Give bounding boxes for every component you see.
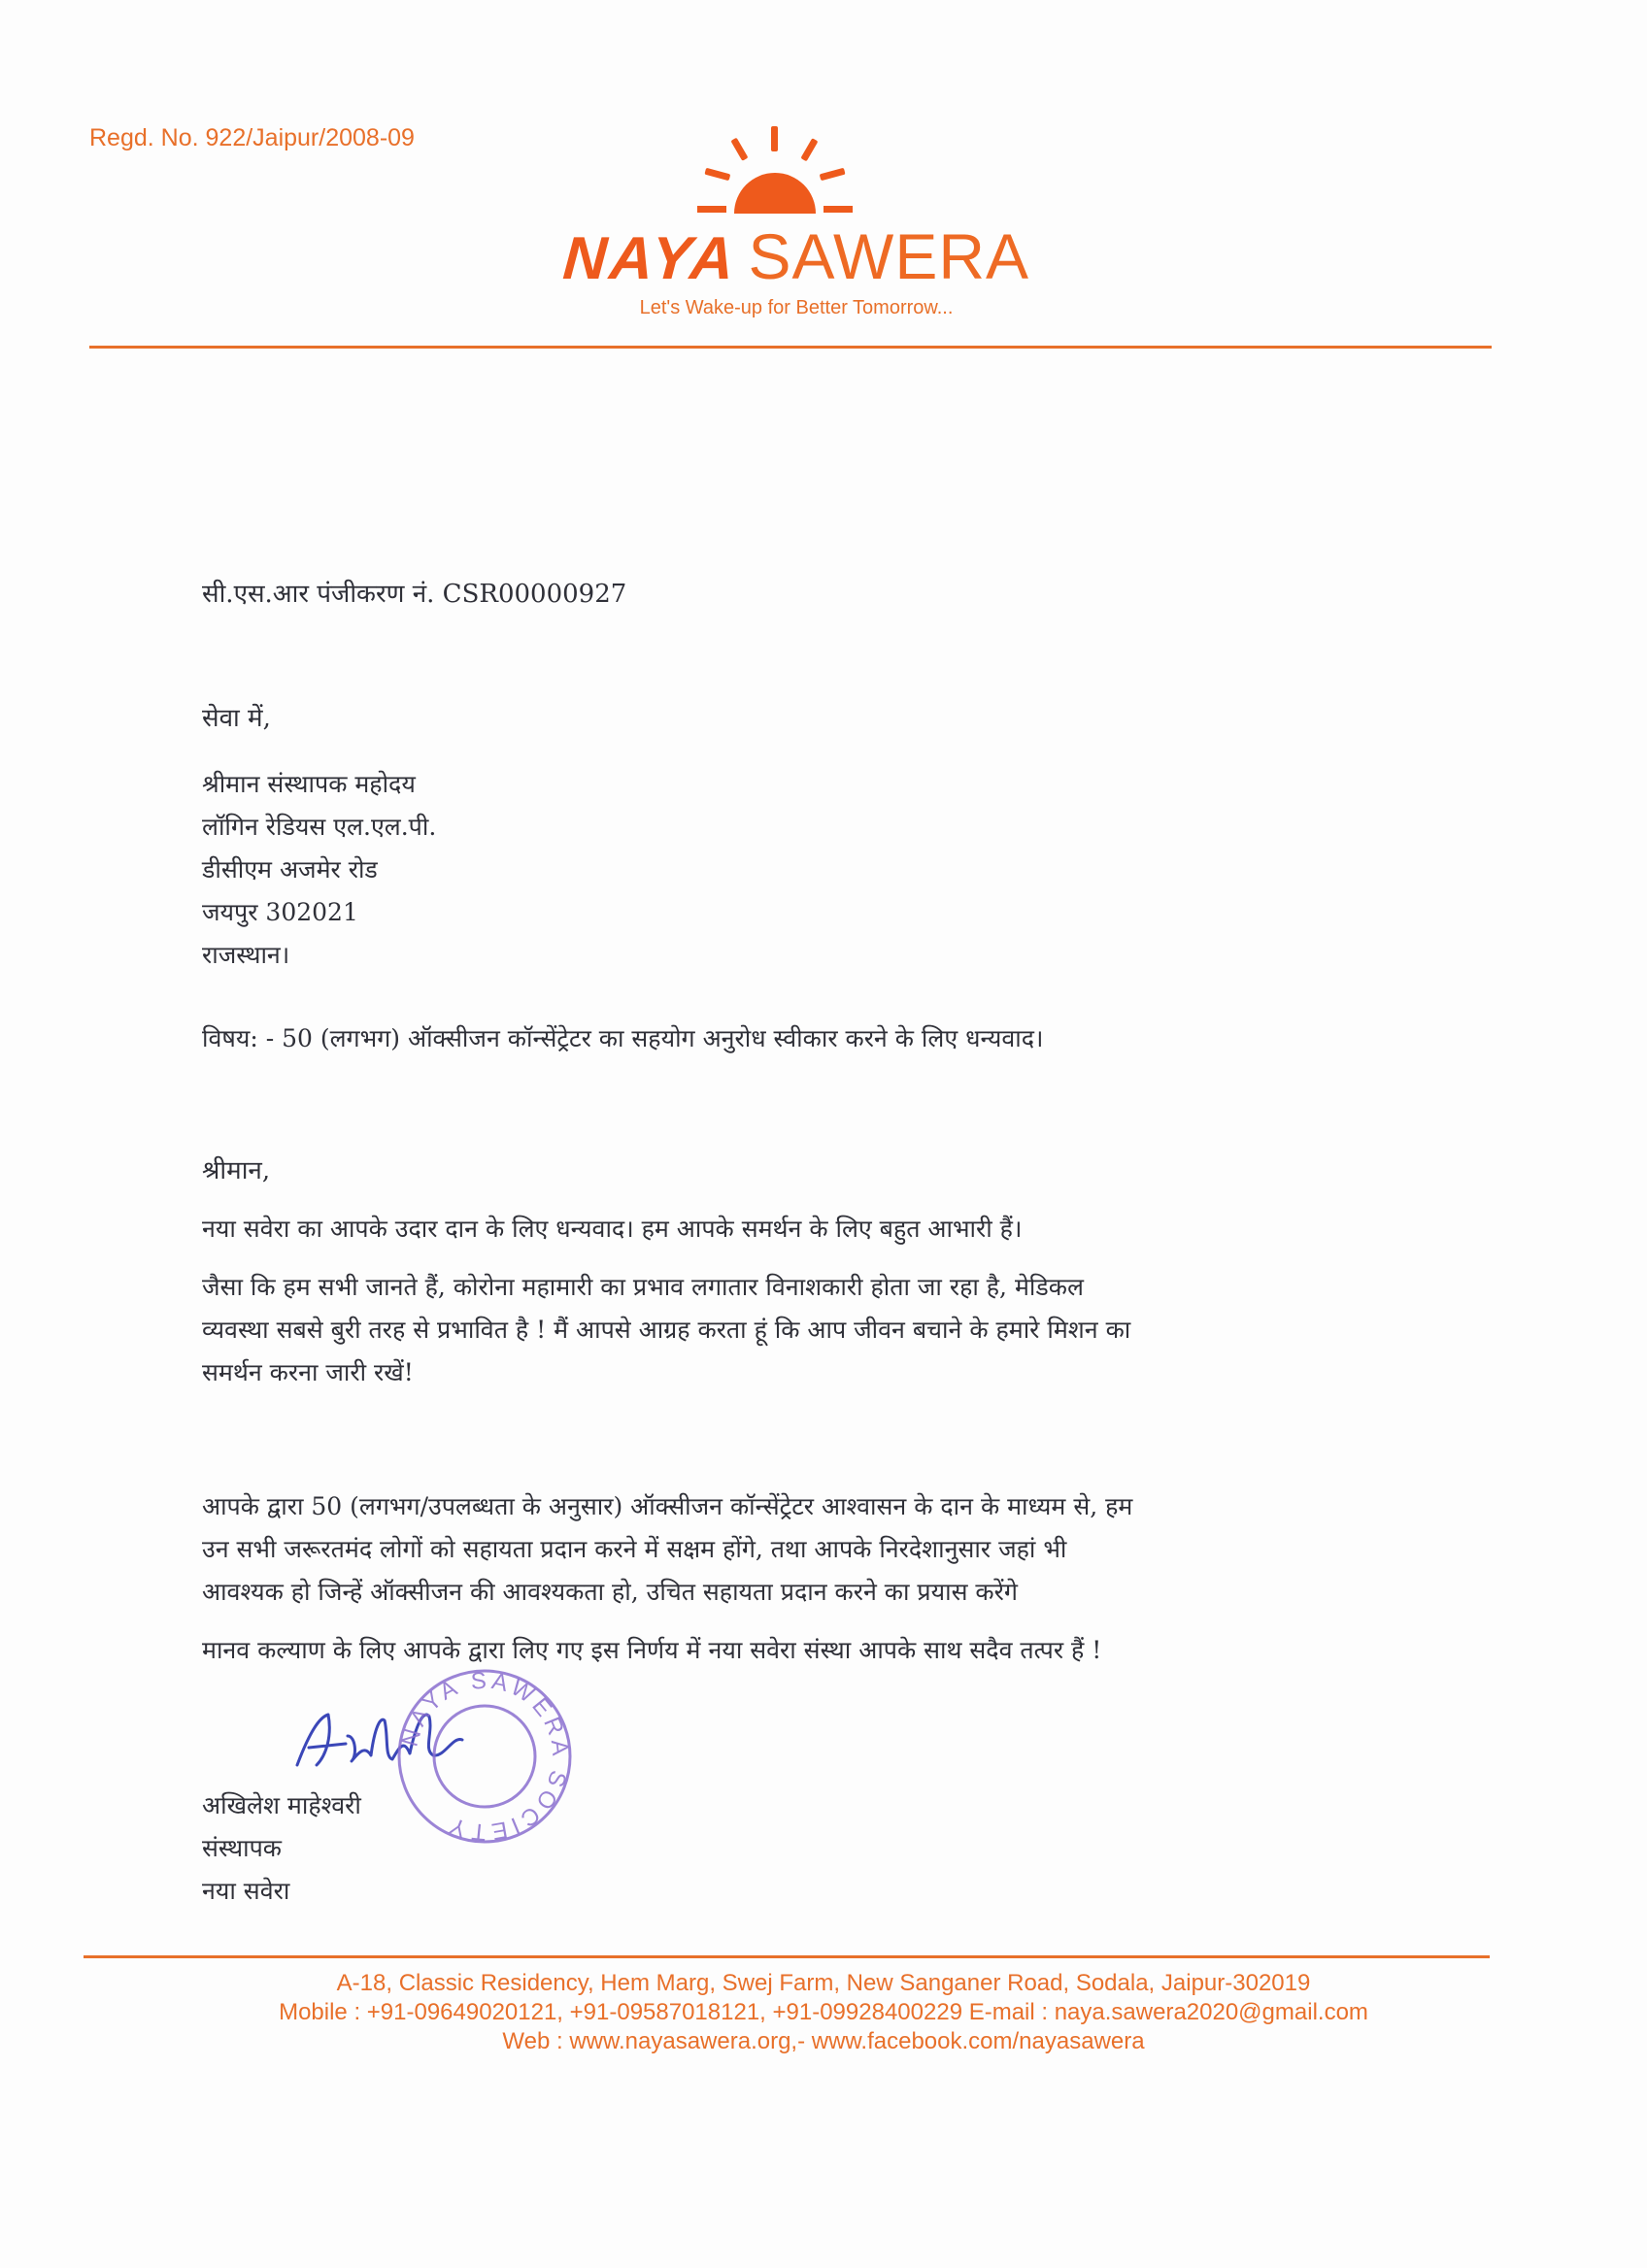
footer-contact: Mobile : +91-09649020121, +91-09587018121, +91-09928400229 E-mail : naya.sawera2020@gmail.com bbox=[279, 1999, 1368, 2025]
paragraph-closing: मानव कल्याण के लिए आपके द्वारा लिए गए इस निर्णय में नया सवेरा संस्था आपके साथ सदैव तत्पर हैं ! bbox=[202, 1636, 1102, 1664]
brand-name-first: NAYA bbox=[560, 225, 739, 292]
paragraph-thanks: नया सवेरा का आपके उदार दान के लिए धन्यवाद। हम आपके समर्थन के लिए बहुत आभारी हैं। bbox=[202, 1215, 1023, 1243]
paragraph-line: उन सभी जरूरतमंद लोगों को सहायता प्रदान करने में सक्षम होंगे, तथा आपके निरदेशानुसार जहां भी bbox=[202, 1535, 1067, 1563]
registration-number: Regd. No. 922/Jaipur/2008-09 bbox=[89, 124, 415, 151]
subject-line: विषय: - 50 (लगभग) ऑक्सीजन कॉन्सेंट्रेटर का सहयोग अनुरोध स्वीकार करने के लिए धन्यवाद। bbox=[202, 1024, 1044, 1052]
header-divider bbox=[89, 346, 1492, 349]
addressee-line: श्रीमान संस्थापक महोदय bbox=[202, 770, 416, 798]
brand-name bbox=[544, 219, 1049, 293]
footer-address: A-18, Classic Residency, Hem Marg, Swej Farm, New Sanganer Road, Sodala, Jaipur-302019 bbox=[336, 1970, 1311, 1996]
footer-web: Web : www.nayasawera.org,- www.facebook.com/nayasawera bbox=[502, 2028, 1145, 2054]
signatory-org: नया सवेरा bbox=[202, 1877, 290, 1905]
society-seal-icon bbox=[392, 1664, 577, 1849]
paragraph-line: समर्थन करना जारी रखें! bbox=[202, 1358, 414, 1386]
addressee-line: लॉगिन रेडियस एल.एल.पी. bbox=[202, 813, 437, 841]
signatory-name: अखिलेश माहेश्वरी bbox=[202, 1791, 361, 1819]
paragraph-line: आवश्यक हो जिन्हें ऑक्सीजन की आवश्यकता हो, उचित सहायता प्रदान करने का प्रयास करेंगे bbox=[202, 1578, 1018, 1606]
footer-divider bbox=[84, 1955, 1490, 1958]
addressee-line: राजस्थान। bbox=[202, 941, 290, 969]
salutation-to: सेवा में, bbox=[202, 704, 271, 733]
footer bbox=[58, 1969, 1589, 2056]
paragraph-appeal bbox=[202, 1266, 1130, 1394]
signatory-title: संस्थापक bbox=[202, 1834, 282, 1862]
paragraph-line: जैसा कि हम सभी जानते हैं, कोरोना महामारी का प्रभाव लगातार विनाशकारी होता जा रहा है, मेडिकल bbox=[202, 1273, 1084, 1301]
rising-sun-logo-icon bbox=[697, 124, 853, 231]
brand-name-second: SAWERA bbox=[748, 220, 1030, 292]
addressee-block bbox=[202, 763, 436, 977]
signatory-block bbox=[202, 1784, 361, 1913]
tagline: Let's Wake-up for Better Tomorrow... bbox=[639, 297, 954, 318]
paragraph-line: आपके द्वारा 50 (लगभग/उपलब्धता के अनुसार) ऑक्सीजन कॉन्सेंट्रेटर आश्वासन के दान के माध्यम से, हम bbox=[202, 1492, 1133, 1520]
addressee-line: डीसीएम अजमेर रोड bbox=[202, 855, 378, 884]
csr-registration: सी.एस.आर पंजीकरण नं. CSR00000927 bbox=[202, 580, 627, 609]
paragraph-line: व्यवस्था सबसे बुरी तरह से प्रभावित है ! मैं आपसे आग्रह करता हूं कि आप जीवन बचाने के हमारे मिशन का bbox=[202, 1316, 1131, 1344]
svg-text:NAYA SAWERA SOCIETY: NAYA SAWERA SOCIETY bbox=[396, 1667, 574, 1846]
greeting: श्रीमान, bbox=[202, 1156, 271, 1185]
addressee-line: जयपुर 302021 bbox=[202, 898, 358, 926]
paragraph-donation bbox=[202, 1485, 1132, 1614]
